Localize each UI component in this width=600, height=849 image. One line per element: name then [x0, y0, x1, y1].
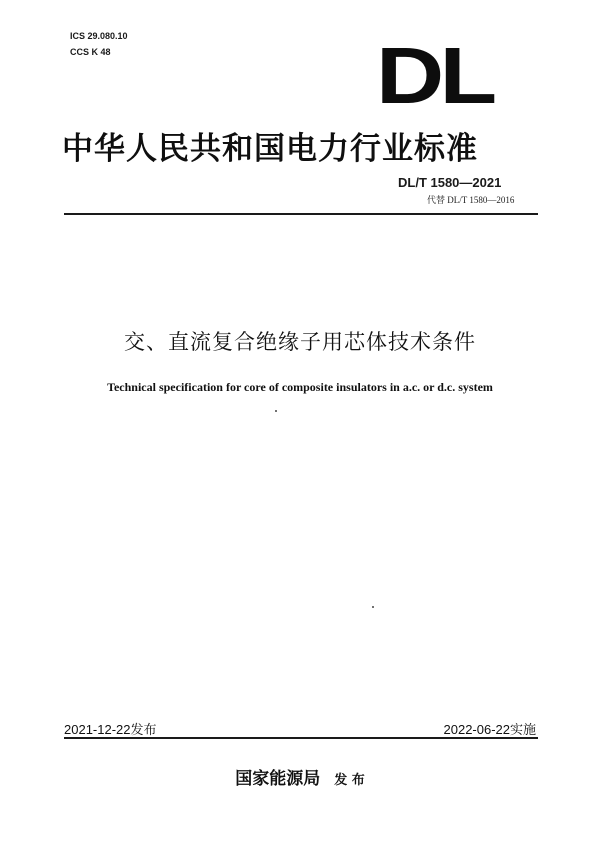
replaces-standard: 代替 DL/T 1580—2016	[427, 195, 515, 205]
publisher-name: 国家能源局	[235, 769, 321, 789]
document-title-english: Technical specification for core of composite insulators in a.c. or d.c. system	[107, 380, 493, 394]
ccs-code: CCS K 48	[70, 47, 111, 57]
publish-label: 发 布	[334, 773, 365, 788]
scan-speck	[275, 410, 277, 412]
scan-speck	[372, 606, 374, 608]
standard-number: DL/T 1580—2021	[398, 175, 502, 190]
publisher-row	[0, 764, 600, 789]
implementation-date: 2022-06-22实施	[443, 722, 536, 737]
issue-date: 2021-12-22发布	[64, 722, 157, 737]
industry-standard-title: 中华人民共和国电力行业标准	[62, 131, 478, 167]
top-divider	[64, 213, 538, 215]
bottom-divider	[64, 737, 538, 739]
ics-code: ICS 29.080.10	[70, 31, 128, 41]
document-title-chinese: 交、直流复合绝缘子用芯体技术条件	[124, 330, 476, 354]
dl-logo: DL	[376, 31, 493, 120]
